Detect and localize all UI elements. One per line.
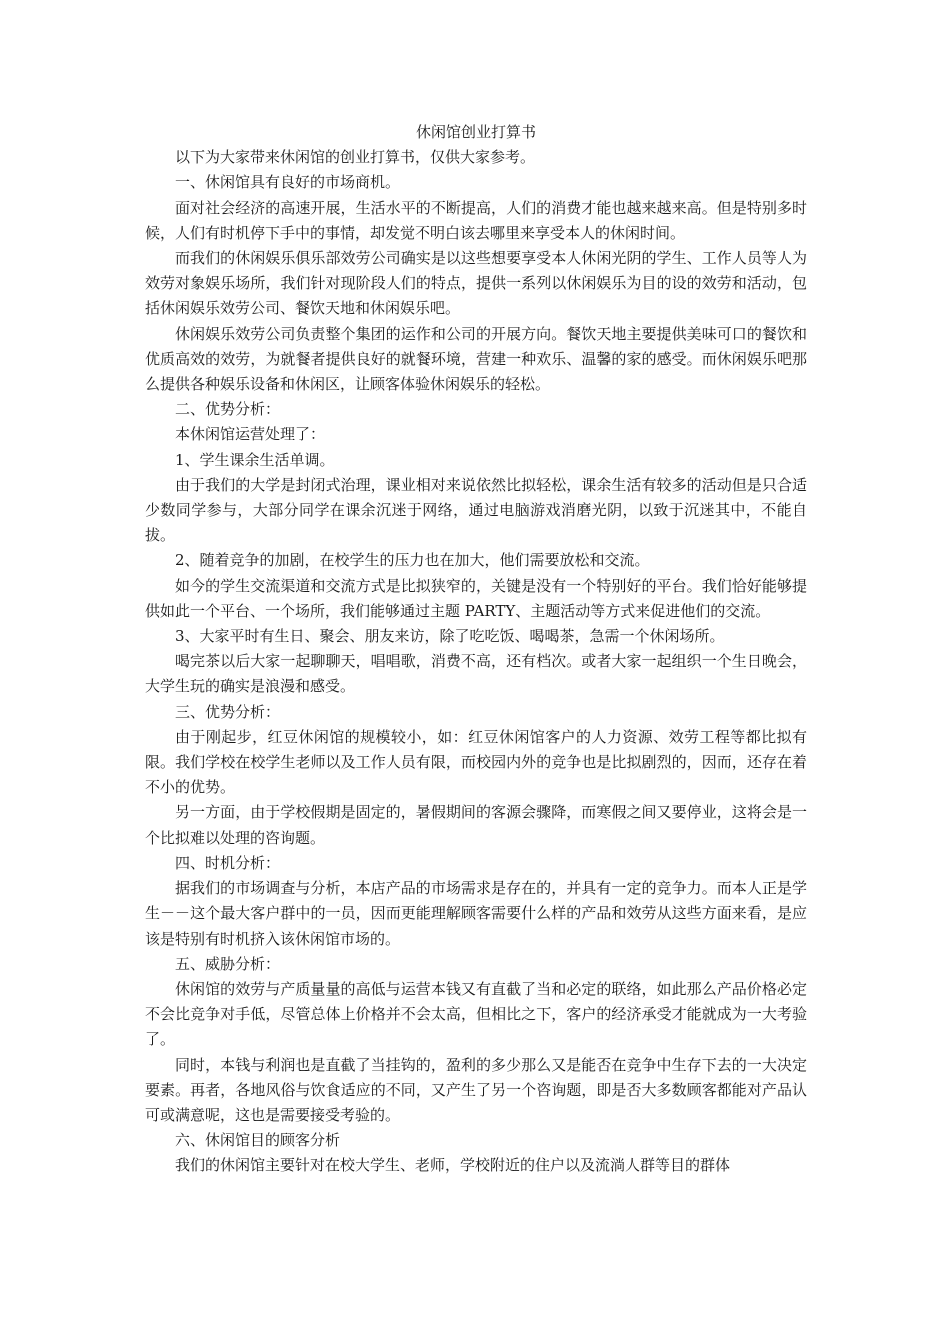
paragraph-intro: 以下为大家带来休闲馆的创业打算书，仅供大家参考。	[175, 148, 536, 167]
section-heading-2: 二、优势分析：	[175, 400, 281, 419]
list-item-2: 2、随着竞争的加剧，在校学生的压力也在加大，他们需要放松和交流。	[175, 551, 650, 570]
paragraph: 同时，本钱与利润也是直截了当挂钩的，盈利的多少那么又是能否在竞争中生存下去的一大决定要素。再者，各地风俗与饮食适应的不同，又产生了另一个咨询题，即是否大多数顾客都能对产品认可或满意呢，这也是需要接受考验的。	[145, 1055, 807, 1124]
section-heading-6: 六、休闲馆目的顾客分析	[175, 1131, 341, 1150]
paragraph: 我们的休闲馆主要针对在校大学生、老师，学校附近的住户以及流淌人群等目的群体	[175, 1156, 731, 1175]
paragraph: 休闲娱乐效劳公司负责整个集团的运作和公司的开展方向。餐饮天地主要提供美味可口的餐饮和优质高效的效劳，为就餐者提供良好的就餐环境，营建一种欢乐、温馨的家的感受。而休闲娱乐吧那么提供各种娱乐设备和休闲区，让顾客体验休闲娱乐的轻松。	[145, 324, 807, 394]
paragraph: 据我们的市场调查与分析，本店产品的市场需求是存在的，并具有一定的竞争力。而本人正是学生－－这个最大客户群中的一员，因而更能理解顾客需要什么样的产品和效劳从这些方面来看，是应该是特别有时机挤入该休闲馆市场的。	[145, 879, 807, 948]
section-heading-3: 三、优势分析：	[175, 702, 281, 721]
paragraph: 由于我们的大学是封闭式治理，课业相对来说依然比拟轻松，课余生活有较多的活动但是只合适少数同学参与，大部分同学在课余沉迷于网络，通过电脑游戏消磨光阴，以致于沉迷其中，不能自拔。	[145, 475, 807, 545]
document-body	[145, 120, 807, 1179]
paragraph: 而我们的休闲娱乐俱乐部效劳公司确实是以这些想要享受本人休闲光阴的学生、工作人员等人为效劳对象娱乐场所，我们针对现阶段人们的特点，提供一系列以休闲娱乐为目的设的效劳和活动，包括休闲娱乐效劳公司、餐饮天地和休闲娱乐吧。	[145, 249, 807, 318]
paragraph: 另一方面，由于学校假期是固定的，暑假期间的客源会骤降，而寒假之间又要停业，这将会是一个比拟难以处理的咨询题。	[145, 803, 807, 847]
section-heading-4: 四、时机分析：	[175, 853, 281, 872]
paragraph: 面对社会经济的高速开展，生活水平的不断提高，人们的消费才能也越来越来高。但是特别多时候，人们有时机停下手中的事情，却发觉不明白该去哪里来享受本人的休闲时间。	[145, 198, 807, 242]
section-heading-1: 一、休闲馆具有良好的市场商机。	[175, 173, 401, 192]
paragraph: 由于刚起步，红豆休闲馆的规模较小，如：红豆休闲馆客户的人力资源、效劳工程等都比拟有限。我们学校在校学生老师以及工作人员有限，而校园内外的竞争也是比拟剧烈的，因而，还存在着不小的优势。	[145, 727, 807, 797]
paragraph: 如今的学生交流渠道和交流方式是比拟狭窄的，关键是没有一个特别好的平台。我们恰好能够提供如此一个平台、一个场所，我们能够通过主题 PARTY、主题活动等方式来促进他们的交流。	[145, 576, 807, 620]
paragraph: 喝完茶以后大家一起聊聊天，唱唱歌，消费不高，还有档次。或者大家一起组织一个生日晚会，大学生玩的确实是浪漫和感受。	[145, 652, 807, 696]
paragraph: 休闲馆的效劳与产质量量的高低与运营本钱又有直截了当和必定的联络，如此那么产品价格必定不会比竞争对手低，尽管总体上价格并不会太高，但相比之下，客户的经济承受才能就成为一大考验了。	[145, 979, 807, 1049]
paragraph: 本休闲馆运营处理了：	[175, 425, 326, 444]
document-title: 休闲馆创业打算书	[415, 123, 536, 141]
list-item-1: 1、学生课余生活单调。	[175, 450, 335, 469]
section-heading-5: 五、威胁分析：	[175, 954, 281, 973]
list-item-3: 3、大家平时有生日、聚会、朋友来访，除了吃吃饭、喝喝茶，急需一个休闲场所。	[175, 627, 725, 646]
